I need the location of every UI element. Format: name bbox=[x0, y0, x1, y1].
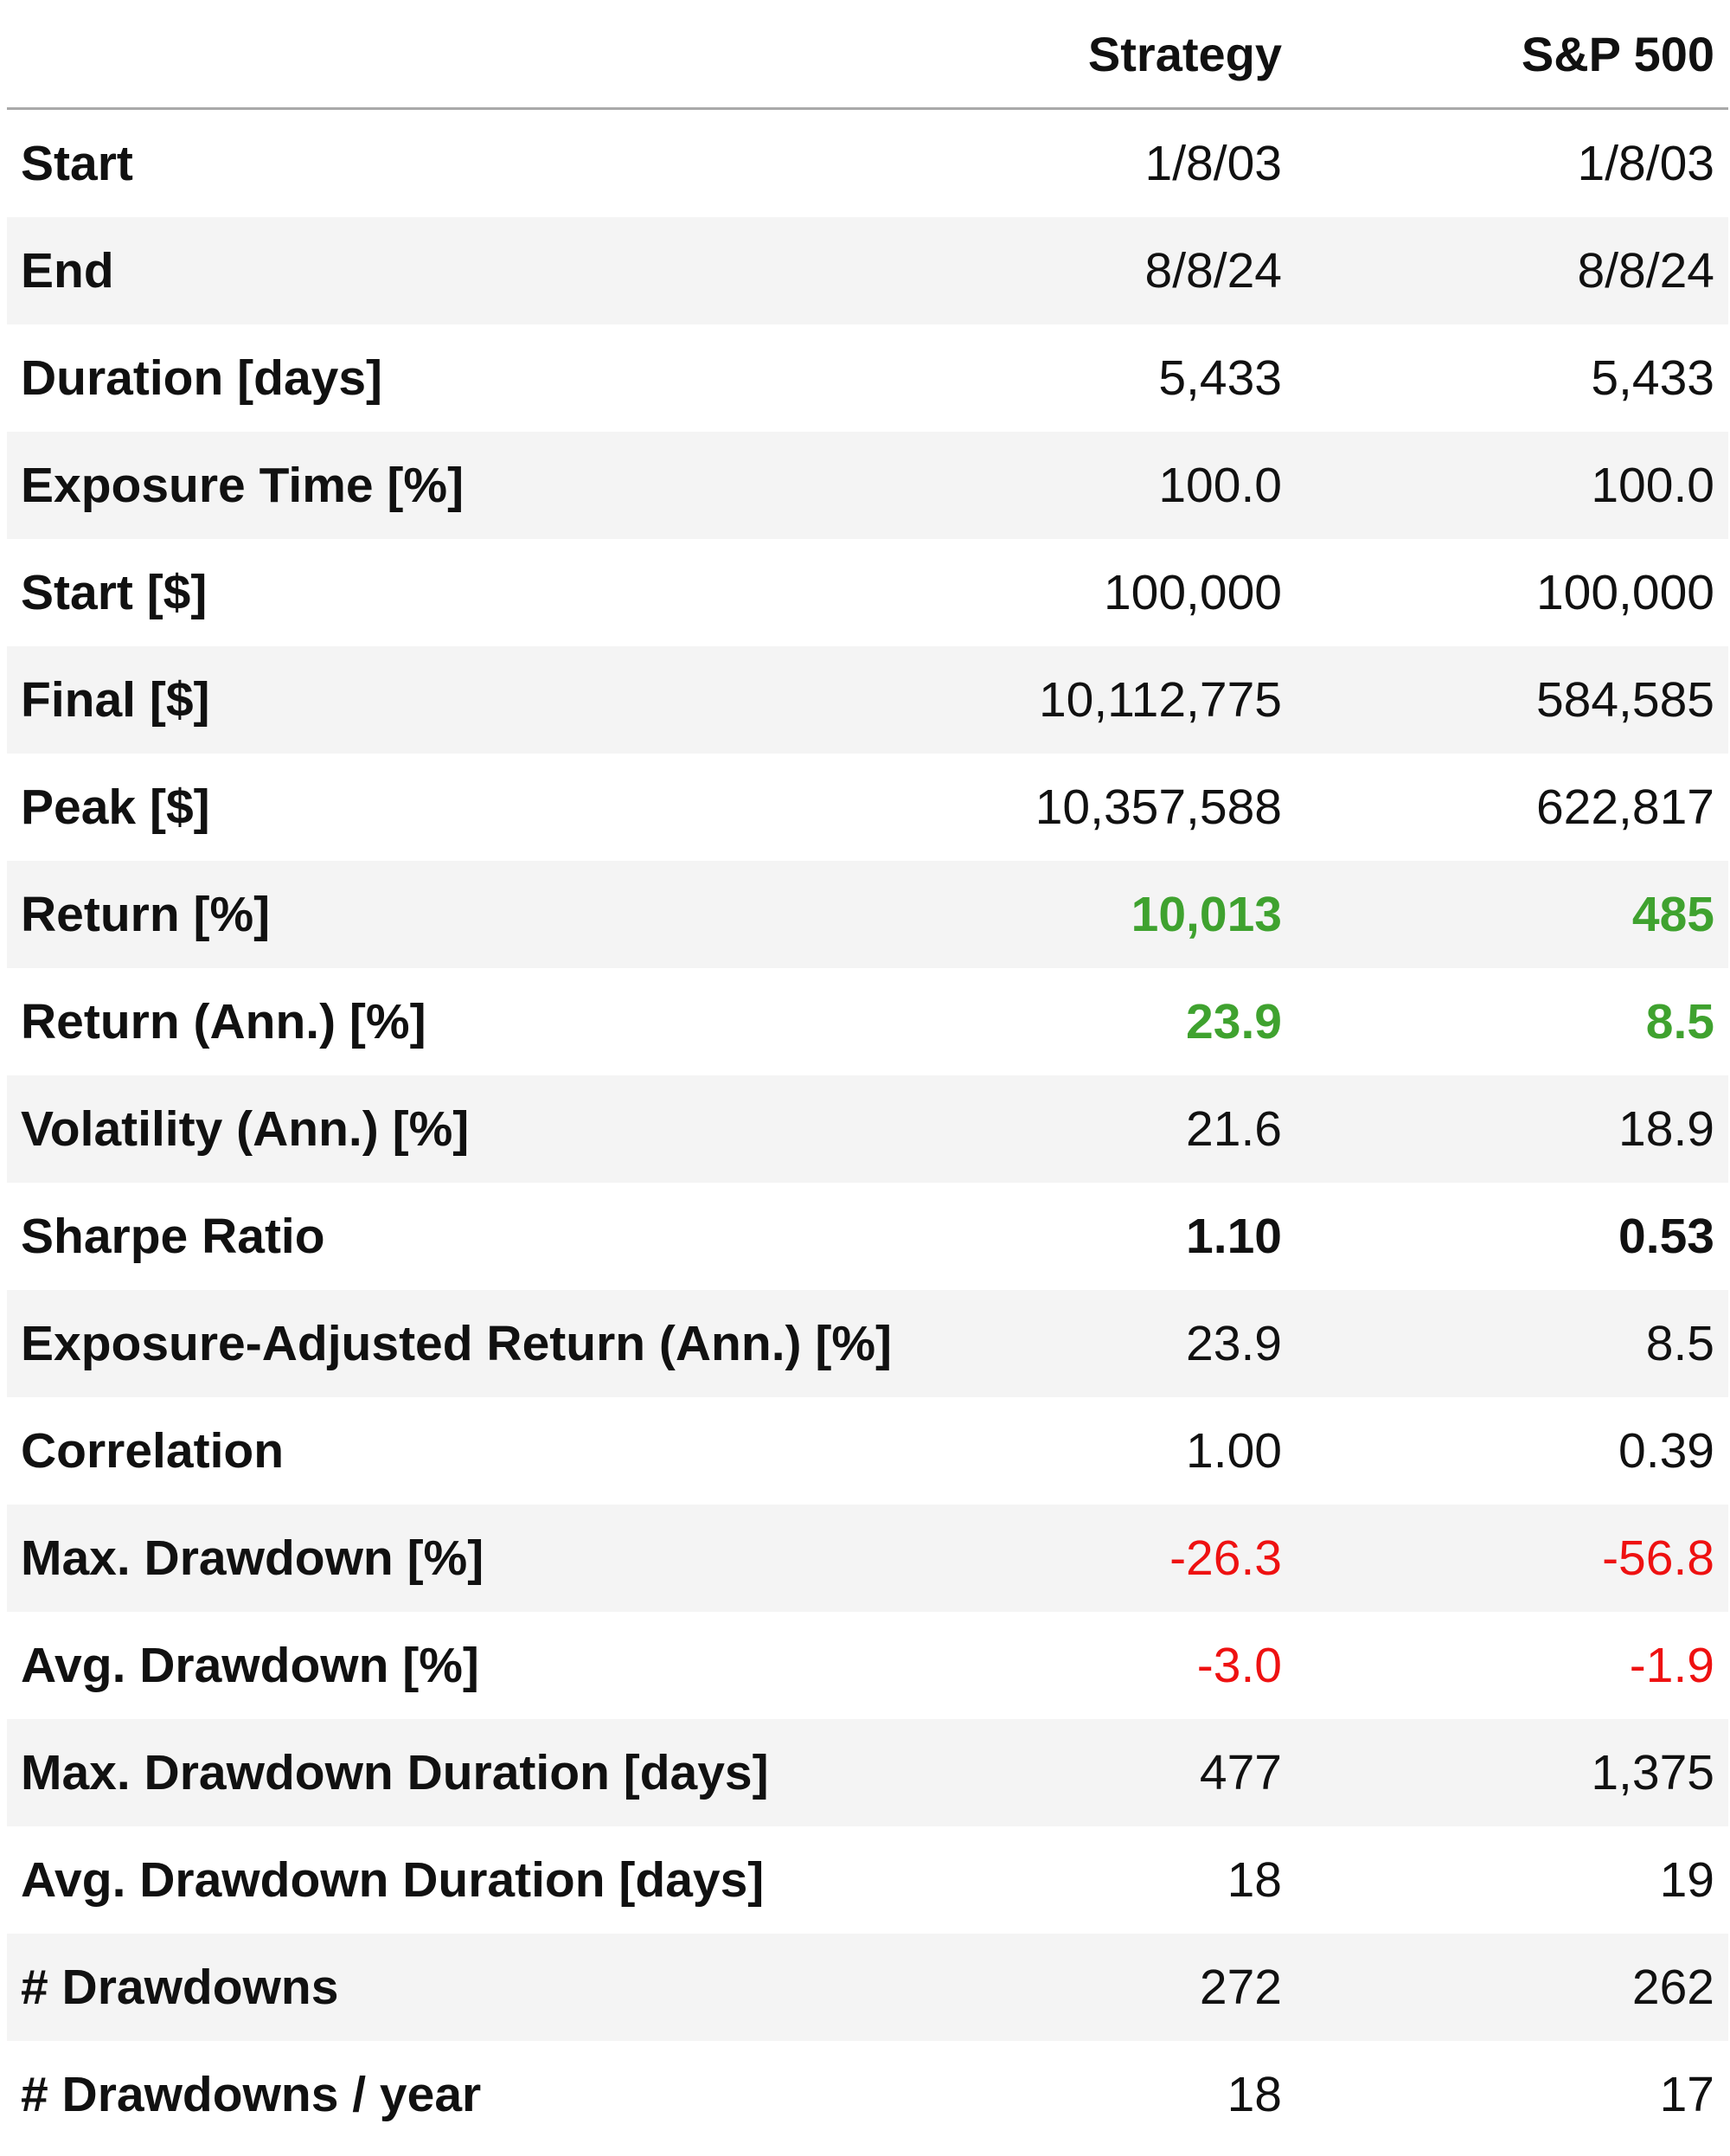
strategy-value: 21.6 bbox=[872, 1075, 1296, 1183]
strategy-value: 1.00 bbox=[872, 1397, 1296, 1505]
metric-label: Correlation bbox=[7, 1397, 872, 1505]
table-row bbox=[7, 754, 1728, 861]
strategy-value: 477 bbox=[872, 1719, 1296, 1826]
metric-label: Return (Ann.) [%] bbox=[7, 968, 872, 1075]
table-row bbox=[7, 968, 1728, 1075]
metric-label: Start bbox=[7, 109, 872, 218]
metric-label: # Drawdowns / year bbox=[7, 2041, 872, 2148]
strategy-value: 272 bbox=[872, 1934, 1296, 2041]
strategy-value: 23.9 bbox=[872, 1290, 1296, 1397]
metric-label: Avg. Drawdown [%] bbox=[7, 1612, 872, 1719]
strategy-value: 10,013 bbox=[872, 861, 1296, 968]
table-row bbox=[7, 324, 1728, 432]
metric-label: Exposure Time [%] bbox=[7, 432, 872, 539]
table-row bbox=[7, 1290, 1728, 1397]
benchmark-value: 19 bbox=[1296, 1826, 1728, 1934]
table-row bbox=[7, 646, 1728, 754]
benchmark-value: 584,585 bbox=[1296, 646, 1728, 754]
metric-label: Sharpe Ratio bbox=[7, 1183, 872, 1290]
strategy-value: -26.3 bbox=[872, 1505, 1296, 1612]
table-header bbox=[7, 0, 1728, 109]
metric-label: Duration [days] bbox=[7, 324, 872, 432]
header-row bbox=[7, 0, 1728, 109]
performance-stats-table bbox=[7, 0, 1728, 2148]
strategy-value: 10,112,775 bbox=[872, 646, 1296, 754]
strategy-value: 100,000 bbox=[872, 539, 1296, 646]
metric-label: Avg. Drawdown Duration [days] bbox=[7, 1826, 872, 1934]
performance-table-container bbox=[7, 0, 1728, 2148]
benchmark-value: 100,000 bbox=[1296, 539, 1728, 646]
benchmark-value: 17 bbox=[1296, 2041, 1728, 2148]
table-row bbox=[7, 1934, 1728, 2041]
benchmark-value: -1.9 bbox=[1296, 1612, 1728, 1719]
metric-label: # Drawdowns bbox=[7, 1934, 872, 2041]
table-row bbox=[7, 1826, 1728, 1934]
strategy-value: 100.0 bbox=[872, 432, 1296, 539]
benchmark-value: 1/8/03 bbox=[1296, 109, 1728, 218]
table-row bbox=[7, 217, 1728, 324]
strategy-value: 18 bbox=[872, 1826, 1296, 1934]
metric-label: Max. Drawdown [%] bbox=[7, 1505, 872, 1612]
strategy-value: 1/8/03 bbox=[872, 109, 1296, 218]
benchmark-value: 0.53 bbox=[1296, 1183, 1728, 1290]
table-row bbox=[7, 861, 1728, 968]
table-row bbox=[7, 1719, 1728, 1826]
table-row bbox=[7, 1397, 1728, 1505]
strategy-column-header: Strategy bbox=[872, 0, 1296, 109]
benchmark-value: 18.9 bbox=[1296, 1075, 1728, 1183]
benchmark-value: 262 bbox=[1296, 1934, 1728, 2041]
benchmark-value: 8.5 bbox=[1296, 1290, 1728, 1397]
benchmark-value: 100.0 bbox=[1296, 432, 1728, 539]
strategy-value: 5,433 bbox=[872, 324, 1296, 432]
metric-label: Final [$] bbox=[7, 646, 872, 754]
benchmark-value: 1,375 bbox=[1296, 1719, 1728, 1826]
metric-label: Peak [$] bbox=[7, 754, 872, 861]
benchmark-value: -56.8 bbox=[1296, 1505, 1728, 1612]
table-row bbox=[7, 432, 1728, 539]
benchmark-value: 5,433 bbox=[1296, 324, 1728, 432]
benchmark-value: 8.5 bbox=[1296, 968, 1728, 1075]
table-row bbox=[7, 109, 1728, 218]
strategy-value: 23.9 bbox=[872, 968, 1296, 1075]
benchmark-value: 622,817 bbox=[1296, 754, 1728, 861]
benchmark-value: 0.39 bbox=[1296, 1397, 1728, 1505]
strategy-value: 1.10 bbox=[872, 1183, 1296, 1290]
strategy-value: 8/8/24 bbox=[872, 217, 1296, 324]
table-row bbox=[7, 2041, 1728, 2148]
table-body bbox=[7, 109, 1728, 2149]
strategy-value: -3.0 bbox=[872, 1612, 1296, 1719]
table-row bbox=[7, 539, 1728, 646]
table-row bbox=[7, 1183, 1728, 1290]
benchmark-value: 8/8/24 bbox=[1296, 217, 1728, 324]
benchmark-column-header: S&P 500 bbox=[1296, 0, 1728, 109]
benchmark-value: 485 bbox=[1296, 861, 1728, 968]
table-row bbox=[7, 1075, 1728, 1183]
metric-label: Exposure-Adjusted Return (Ann.) [%] bbox=[7, 1290, 872, 1397]
metric-label: Return [%] bbox=[7, 861, 872, 968]
metric-label: Volatility (Ann.) [%] bbox=[7, 1075, 872, 1183]
metric-label: Max. Drawdown Duration [days] bbox=[7, 1719, 872, 1826]
table-row bbox=[7, 1505, 1728, 1612]
strategy-value: 10,357,588 bbox=[872, 754, 1296, 861]
metric-label: Start [$] bbox=[7, 539, 872, 646]
metric-label: End bbox=[7, 217, 872, 324]
metric-column-header bbox=[7, 0, 872, 109]
strategy-value: 18 bbox=[872, 2041, 1296, 2148]
table-row bbox=[7, 1612, 1728, 1719]
